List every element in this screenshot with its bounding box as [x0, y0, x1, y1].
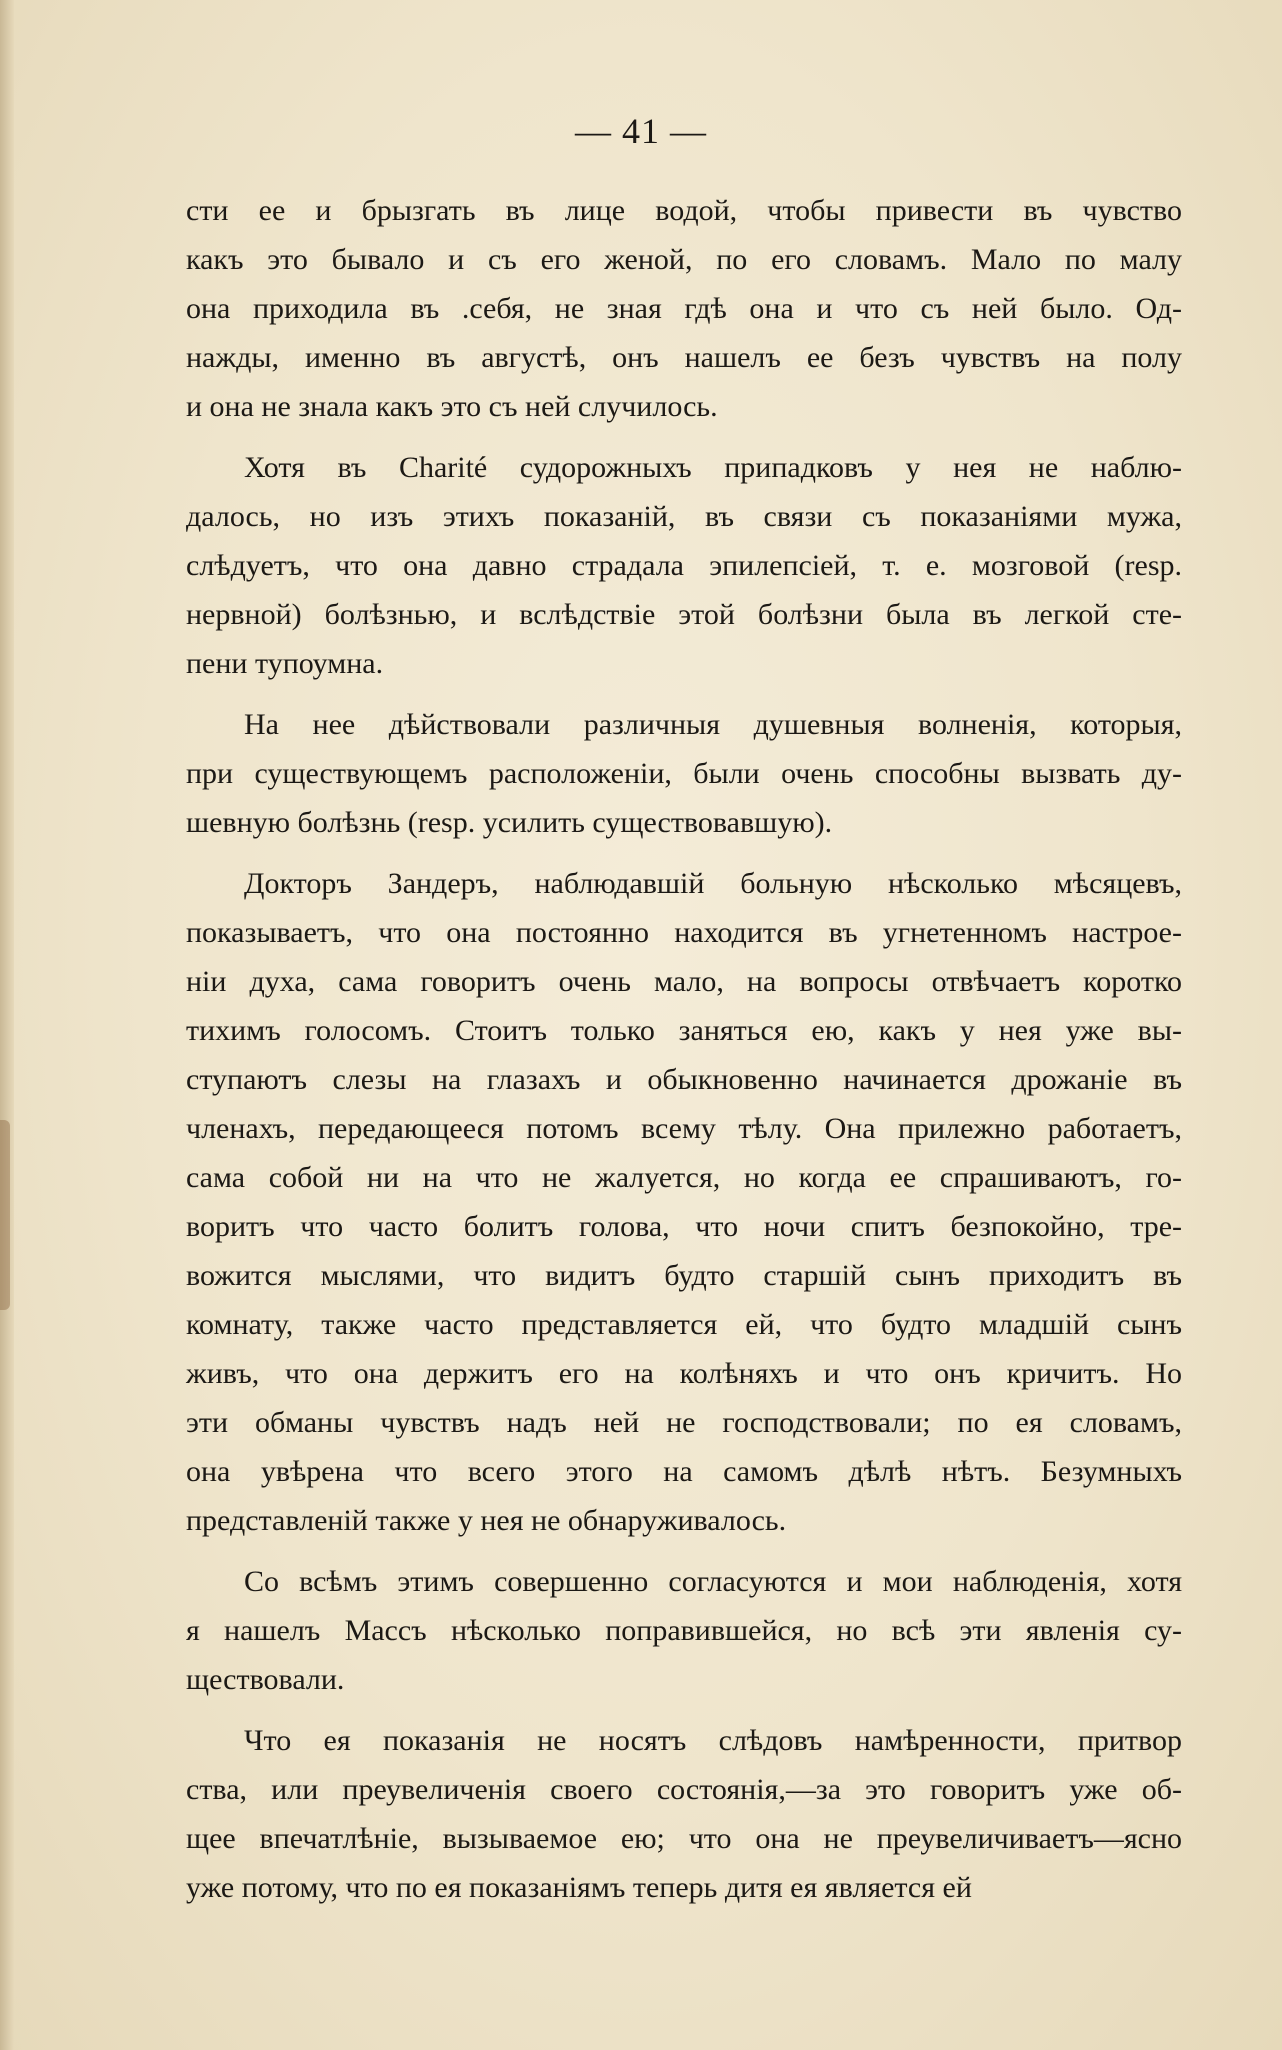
- page-stain: [0, 1120, 10, 1310]
- text-line: Что ея показанія не носятъ слѣдовъ намѣренности, притвор: [244, 1724, 1182, 1757]
- text-line: и она не знала какъ это съ ней случилось.: [186, 390, 718, 423]
- text-line: тихимъ голосомъ. Стоитъ только заняться ею, какъ у нея уже вы-: [186, 1014, 1182, 1047]
- text-line: комнату, также часто представляется ей, что будто младшій сынъ: [186, 1308, 1182, 1341]
- text-line: Докторъ Зандеръ, наблюдавшій больную нѣсколько мѣсяцевъ,: [244, 867, 1182, 900]
- text-line: нажды, именно въ августѣ, онъ нашелъ ее безъ чувствъ на полу: [186, 341, 1182, 374]
- paragraph-gap: [186, 1704, 1182, 1716]
- text-line: живъ, что она держитъ его на колѣняхъ и что онъ кричитъ. Но: [186, 1357, 1182, 1390]
- paragraph-gap: [186, 847, 1182, 859]
- paragraph-gap: [186, 688, 1182, 700]
- text-line: Со всѣмъ этимъ совершенно согласуются и мои наблюденія, хотя: [244, 1565, 1182, 1598]
- text-line: показываетъ, что она постоянно находится въ угнетенномъ настрое-: [186, 916, 1182, 949]
- text-line: эти обманы чувствъ надъ ней не господствовали; по ея словамъ,: [186, 1406, 1182, 1439]
- text-line: ства, или преувеличенія своего состоянія,—за это говоритъ уже об-: [186, 1773, 1182, 1806]
- paragraph: [186, 1557, 1182, 1704]
- text-line: уже потому, что по ея показаніямъ теперь дитя ея является ей: [186, 1871, 972, 1904]
- paragraph: [186, 186, 1182, 431]
- text-line: представленій также у нея не обнаруживалось.: [186, 1504, 787, 1537]
- paragraph: [186, 700, 1182, 847]
- paragraph-gap: [186, 431, 1182, 443]
- text-line: ступаютъ слезы на глазахъ и обыкновенно начинается дрожаніе въ: [186, 1063, 1182, 1096]
- paragraph: [186, 1716, 1182, 1912]
- text-line: слѣдуетъ, что она давно страдала эпилепсіей, т. е. мозговой (resp.: [186, 549, 1182, 582]
- paragraph: [186, 443, 1182, 688]
- text-line: далось, но изъ этихъ показаній, въ связи съ показаніями мужа,: [186, 500, 1182, 533]
- text-line: щее впечатлѣніе, вызываемое ею; что она не преувеличиваетъ—ясно: [186, 1822, 1182, 1855]
- text-line: сама собой ни на что не жалуется, но когда ее спрашиваютъ, го-: [186, 1161, 1182, 1194]
- page-number: — 41 —: [575, 111, 707, 151]
- text-line: членахъ, передающееся потомъ всему тѣлу. Она прилежно работаетъ,: [186, 1112, 1182, 1145]
- text-line: На нее дѣйствовали различныя душевныя волненія, которыя,: [244, 708, 1182, 741]
- text-line: пени тупоумна.: [186, 647, 384, 680]
- page-edge-shadow: [0, 0, 14, 2050]
- text-line: воритъ что часто болитъ голова, что ночи спитъ безпокойно, тре-: [186, 1210, 1182, 1243]
- text-line: я нашелъ Массъ нѣсколько поправившейся, но всѣ эти явленія су-: [186, 1614, 1182, 1647]
- text-line: она увѣрена что всего этого на самомъ дѣлѣ нѣтъ. Безумныхъ: [186, 1455, 1182, 1488]
- text-line: сти ее и брызгать въ лице водой, чтобы привести въ чувство: [186, 194, 1182, 227]
- text-line: шевную болѣзнь (resp. усилить существовавшую).: [186, 806, 833, 839]
- text-line: она приходила въ .себя, не зная гдѣ она и что съ ней было. Од-: [186, 292, 1182, 325]
- text-line: Хотя въ Charité судорожныхъ припадковъ у нея не наблю-: [244, 451, 1182, 484]
- paragraph-gap: [186, 1545, 1182, 1557]
- paragraph: [186, 859, 1182, 1545]
- text-line: ніи духа, сама говоритъ очень мало, на вопросы отвѣчаетъ коротко: [186, 965, 1182, 998]
- text-line: вожится мыслями, что видитъ будто старшій сынъ приходитъ въ: [186, 1259, 1182, 1292]
- text-line: при существующемъ расположеніи, были очень способны вызвать ду-: [186, 757, 1182, 790]
- body-text: [186, 186, 1182, 1912]
- text-line: ществовали.: [186, 1663, 345, 1696]
- text-line: нервной) болѣзнью, и вслѣдствіе этой болѣзни была въ легкой сте-: [186, 598, 1182, 631]
- text-line: какъ это бывало и съ его женой, по его словамъ. Мало по малу: [186, 243, 1182, 276]
